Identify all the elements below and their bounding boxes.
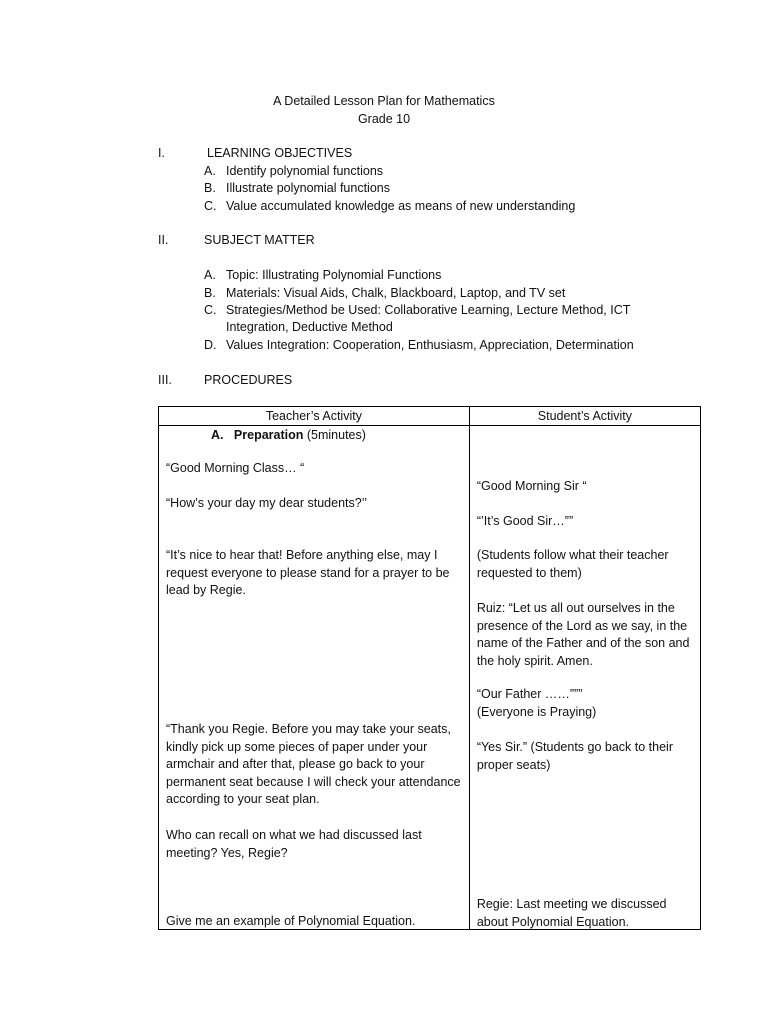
teacher-line: Give me an example of Polynomial Equation. [166, 914, 416, 928]
teacher-line: “Good Morning Class… “ [166, 461, 305, 475]
teacher-line: “It’s nice to hear that! Before anything else, may I request everyone to please stand for a prayer to be lead by Regie. [166, 548, 450, 597]
list-item: Strategies/Method be Used: Collaborative Learning, Lecture Method, ICT [226, 303, 631, 317]
teacher-line: “Thank you Regie. Before you may take your seats, kindly pick up some pieces of paper under your armchair and after that, please go back to your permanent seat because I will check your attendance according to your seat plan. [166, 722, 461, 806]
student-line: “Good Morning Sir “ [476, 479, 587, 493]
student-activity-cell [469, 426, 700, 930]
section-number: I. [158, 146, 165, 160]
list-item-letter: A. [204, 268, 216, 282]
teacher-activity-cell [159, 426, 470, 930]
list-item: Materials: Visual Aids, Chalk, Blackboard, Laptop, and TV set [226, 286, 566, 300]
list-item: Values Integration: Cooperation, Enthusiasm, Appreciation, Determination [226, 338, 634, 352]
list-item: Illustrate polynomial functions [226, 181, 390, 195]
preparation-time: (5minutes) [306, 428, 366, 442]
list-item-letter: B. [204, 286, 216, 300]
section-number: III. [158, 373, 172, 387]
preparation-label: Preparation [233, 428, 304, 442]
student-line: Regie: Last meeting we discussed about Polynomial Equation. [476, 897, 667, 929]
student-line: “Yes Sir.” (Students go back to their proper seats) [476, 740, 673, 772]
list-item-letter: A. [204, 164, 216, 178]
section-title-subject-matter: SUBJECT MATTER [204, 233, 315, 247]
table-header-student: Student’s Activity [469, 407, 700, 426]
list-item: Topic: Illustrating Polynomial Functions [226, 268, 442, 282]
table-header-teacher: Teacher’s Activity [159, 407, 470, 426]
list-item-continuation: Integration, Deductive Method [226, 320, 393, 334]
list-item-letter: C. [204, 303, 217, 317]
lesson-table [158, 406, 701, 930]
document-title: A Detailed Lesson Plan for Mathematics [273, 94, 495, 108]
preparation-letter: A. [211, 428, 224, 442]
section-title-objectives: LEARNING OBJECTIVES [207, 146, 353, 160]
preparation-heading [211, 427, 463, 445]
list-item: Value accumulated knowledge as means of new understanding [226, 199, 576, 213]
list-item: Identify polynomial functions [226, 164, 384, 178]
student-line: “Our Father ……””” [476, 687, 583, 701]
teacher-line: Who can recall on what we had discussed last meeting? Yes, Regie? [166, 828, 422, 860]
student-line: (Students follow what their teacher requested to them) [476, 548, 669, 580]
list-item-letter: B. [204, 181, 216, 195]
section-title-procedures: PROCEDURES [204, 373, 293, 387]
list-item-letter: D. [204, 338, 217, 352]
section-number: II. [158, 233, 169, 247]
student-line: (Everyone is Praying) [476, 705, 597, 719]
student-line: “’It’s Good Sir…”” [476, 514, 574, 528]
student-line: Ruiz: “Let us all out ourselves in the presence of the Lord as we say, in the name of the Father and of the son and the holy spirit. Amen. [476, 601, 690, 668]
grade-label: Grade 10 [357, 112, 411, 126]
teacher-line: “How’s your day my dear students?’’ [166, 496, 368, 510]
list-item-letter: C. [204, 199, 217, 213]
